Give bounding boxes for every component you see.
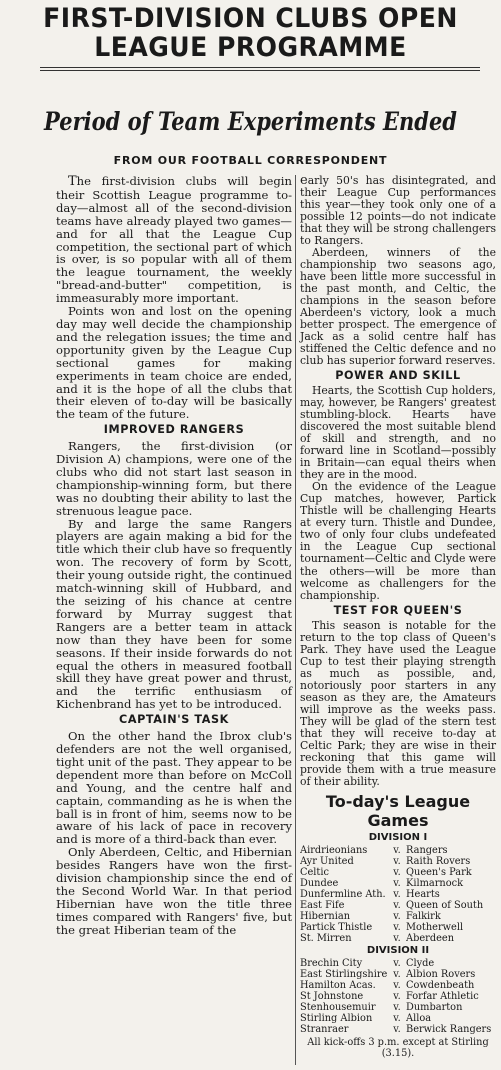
versus-label: v.	[393, 932, 401, 944]
fixture-row	[300, 900, 496, 911]
home-team: St. Mirren	[300, 932, 352, 944]
home-team: Dunfermline Ath.	[300, 888, 386, 900]
away-team: Dumbarton	[406, 1001, 463, 1013]
away-team: Aberdeen	[406, 932, 455, 944]
fixture-row	[300, 969, 496, 980]
division-list	[300, 832, 496, 1035]
paragraph: Only Aberdeen, Celtic, and Hibernian besides Rangers have won the first-division championship since the end of the Second World War. In that period Hibernian have won the title three times compared with Rangers' five, but the great Hiberian team of the	[56, 845, 292, 937]
headline-rule	[40, 67, 480, 68]
fixture-row	[300, 911, 496, 922]
versus-label: v.	[393, 866, 401, 878]
fixture-row	[300, 889, 496, 900]
division-title: DIVISION II	[366, 944, 430, 956]
away-team: Hearts	[406, 888, 440, 900]
away-team: Kilmarnock	[406, 877, 464, 889]
away-team: Forfar Athletic	[406, 990, 479, 1002]
away-team: Queen's Park	[406, 866, 472, 878]
fixture-row	[300, 878, 496, 889]
paragraph: On the other hand the Ibrox club's defenders are not the well organised, tight unit of the past. They appear to be dependent more than before on McColl and Young, and the centre half and captain, commanding as he is when the ball is in front of him, seems now to be aware of his lack of pace in recovery and is more of a third-back than ever.	[56, 729, 292, 847]
fixture-row	[300, 867, 496, 878]
home-team: East Stirlingshire	[300, 968, 388, 980]
home-team: Celtic	[300, 866, 329, 878]
away-team: Raith Rovers	[406, 855, 471, 867]
paragraph: Hearts, the Scottish Cup holders, may, however, be Rangers' greatest stumbling-block. Hearts have discovered the most suitable blend of skill and strength, and no forward line in Scotland—possibly in Britain—can equal theirs when they are in the mood.	[300, 384, 496, 482]
versus-label: v.	[393, 1023, 401, 1035]
versus-label: v.	[393, 1012, 401, 1024]
division-title: DIVISION I	[368, 831, 428, 843]
away-team: Motherwell	[406, 921, 464, 933]
versus-label: v.	[393, 899, 401, 911]
fixture-row	[300, 980, 496, 991]
fixture-row	[300, 933, 496, 944]
subheading: POWER AND SKILL	[335, 369, 461, 383]
away-team: Queen of South	[406, 899, 484, 911]
home-team: Stranraer	[300, 1023, 349, 1035]
paragraph: Aberdeen, winners of the championship two seasons ago, have been little more successful in the past month, and Celtic, the champions in the season before Aberdeen's victory, look a much better prospect. The emergence of Jack as a solid centre half has stiffened the Celtic defence and no club has superior forward reserves.	[300, 246, 496, 368]
away-team: Falkirk	[406, 910, 441, 922]
league-games-panel	[300, 792, 496, 1059]
versus-label: v.	[393, 888, 401, 900]
paragraph: The first-division clubs will begin their Scottish League programme to-day—almost all of the second-division teams have already played two games—and for all that the League Cup competition, the sectional part of which is over, is so popular with all of them the league tournament, the weekly "bread-and-butter" competition, is immeasurably more important.	[56, 174, 292, 306]
fixture-row	[300, 845, 496, 856]
versus-label: v.	[393, 855, 401, 867]
away-team: Berwick Rangers	[406, 1023, 492, 1035]
versus-label: v.	[393, 877, 401, 889]
away-team: Alloa	[406, 1012, 432, 1024]
home-team: Ayr United	[300, 855, 354, 867]
home-team: St Johnstone	[300, 990, 364, 1002]
paragraph: By and large the same Rangers players are again making a bid for the title which their club have so frequently won. The recovery of form by Scott, their young outside right, the continued match-winning skill of Hubbard, and the seizing of his chance at centre forward by Murray suggest that Rangers are a better team in attack now than they have been for some seasons. If their inside forwards do not equal the others in measured football skill they have great power and thrust, and the terrific enthusiasm of Kichenbrand has yet to be introduced.	[56, 516, 292, 712]
home-team: Airdrieonians	[300, 844, 368, 856]
subheading: TEST FOR QUEEN'S	[333, 603, 463, 617]
paragraph: Rangers, the first-division (or Division A) champions, were one of the clubs who did not start last season in championship-winning form, but there was no doubting their ability to last the strenuous league pace.	[56, 439, 292, 518]
home-team: Hamilton Acas.	[300, 979, 376, 991]
versus-label: v.	[393, 910, 401, 922]
deck-headline: Period of Team Experiments Ended	[43, 107, 457, 136]
versus-label: v.	[393, 968, 401, 980]
column-rule	[295, 175, 296, 1065]
headline-rule	[40, 70, 480, 71]
kickoff-note: All kick-offs 3 p.m. except at Stirling (3.15).	[307, 1036, 489, 1059]
home-team: Dundee	[300, 877, 339, 889]
byline: FROM OUR FOOTBALL CORRESPONDENT	[113, 154, 388, 167]
versus-label: v.	[393, 990, 401, 1002]
article-column-right	[300, 175, 496, 1059]
league-games-title: To-day's League Games	[325, 791, 471, 830]
article-column-left	[56, 175, 292, 937]
headline-line-1: FIRST-DIVISION CLUBS OPEN	[43, 3, 458, 34]
fixture-row	[300, 1002, 496, 1013]
versus-label: v.	[393, 921, 401, 933]
fixture-row	[300, 991, 496, 1002]
fixture-row	[300, 922, 496, 933]
paragraph: Points won and lost on the opening day may well decide the championship and the relegation issues; the time and opportunity given by the League Cup sectional games for making experiments in team choice are ended, and it is the hope of all the clubs that their eleven of to-day will be basically the team of the future.	[56, 304, 292, 422]
fixture-row	[300, 856, 496, 867]
article-column-right-body	[300, 175, 496, 788]
home-team: Brechin City	[300, 957, 363, 969]
fixture-row	[300, 958, 496, 969]
away-team: Cowdenbeath	[406, 979, 475, 991]
paragraph: This season is notable for the return to the top class of Queen's Park. They have used the League Cup to test their playing strength as much as possible, and, notoriously poor starters in any season as they are, the Amateurs will improve as the weeks pass. They will be glad of the stern test that they will receive to-day at Celtic Park; they are wise in their reckoning that this game will provide them with a true measure of their ability.	[300, 618, 496, 788]
away-team: Clyde	[406, 957, 435, 969]
home-team: Stirling Albion	[300, 1012, 373, 1024]
versus-label: v.	[393, 979, 401, 991]
paragraph: On the evidence of the League Cup matches, however, Partick Thistle will be challenging Hearts at every turn. Thistle and Dundee, two of only four clubs undefeated in the League Cup sectional tournament—Celtic and Clyde were the others—will be more than welcome as challengers for the championship.	[300, 480, 496, 602]
away-team: Rangers	[406, 844, 448, 856]
versus-label: v.	[393, 1001, 401, 1013]
away-team: Albion Rovers	[406, 968, 476, 980]
paragraph: early 50's has disintegrated, and their League Cup performances this year—they took only one of a possible 12 points—do not indicate that they will be strong challengers to Rangers.	[300, 173, 496, 248]
fixture-row	[300, 1013, 496, 1024]
subheading: CAPTAIN'S TASK	[119, 713, 229, 727]
home-team: Hibernian	[300, 910, 351, 922]
subheading: IMPROVED RANGERS	[103, 423, 245, 437]
versus-label: v.	[393, 844, 401, 856]
home-team: Stenhousemuir	[300, 1001, 376, 1013]
versus-label: v.	[393, 957, 401, 969]
fixture-row	[300, 1024, 496, 1035]
headline-line-2: LEAGUE PROGRAMME	[94, 32, 407, 63]
home-team: Partick Thistle	[300, 921, 373, 933]
home-team: East Fife	[300, 899, 345, 911]
